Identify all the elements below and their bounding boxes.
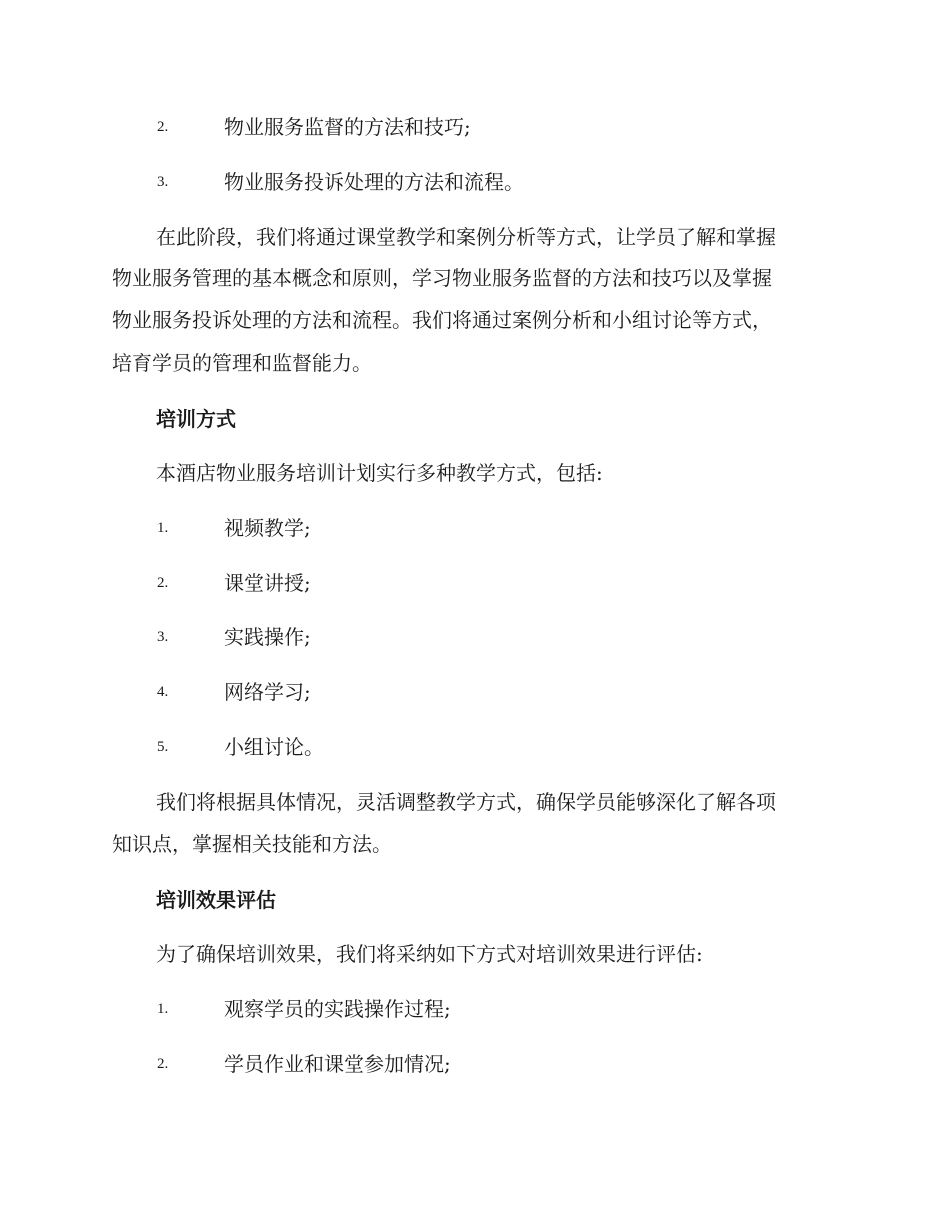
list-number: 1. [157, 520, 169, 536]
section-heading-eval: 培训效果评估 [156, 888, 276, 912]
section-heading-method: 培训方式 [156, 407, 236, 431]
list-number: 1. [157, 1001, 169, 1017]
list-number: 2. [157, 1056, 169, 1072]
list-number: 3. [157, 629, 169, 645]
list-number: 4. [157, 684, 169, 700]
paragraph-line: 在此阶段，我们将通过课堂教学和案例分析等方式，让学员了解和掌握 [156, 225, 776, 249]
list-text: 观察学员的实践操作过程; [224, 997, 451, 1021]
list-text: 物业服务投诉处理的方法和流程。 [224, 170, 524, 194]
list-number: 3. [157, 174, 169, 190]
eval-intro: 为了确保培训效果，我们将采纳如下方式对培训效果进行评估: [156, 942, 703, 966]
list-text: 学员作业和课堂参加情况; [224, 1052, 451, 1076]
list-number: 2. [157, 575, 169, 591]
paragraph-line: 物业服务投诉处理的方法和流程。我们将通过案例分析和小组讨论等方式， [112, 308, 772, 332]
list-text: 视频教学; [224, 516, 311, 540]
list-text: 实践操作; [224, 625, 311, 649]
list-text: 网络学习; [224, 680, 311, 704]
paragraph-line: 培育学员的管理和监督能力。 [112, 351, 372, 375]
paragraph-line: 我们将根据具体情况，灵活调整教学方式，确保学员能够深化了解各项 [156, 790, 776, 814]
list-text: 物业服务监督的方法和技巧; [224, 115, 471, 139]
list-text: 课堂讲授; [224, 571, 311, 595]
list-number: 5. [157, 739, 169, 755]
paragraph-line: 物业服务管理的基本概念和原则，学习物业服务监督的方法和技巧以及掌握 [112, 266, 772, 290]
method-intro: 本酒店物业服务培训计划实行多种教学方式，包括: [156, 461, 603, 485]
list-number: 2. [157, 119, 169, 135]
list-text: 小组讨论。 [224, 735, 324, 759]
paragraph-line: 知识点，掌握相关技能和方法。 [112, 832, 392, 856]
